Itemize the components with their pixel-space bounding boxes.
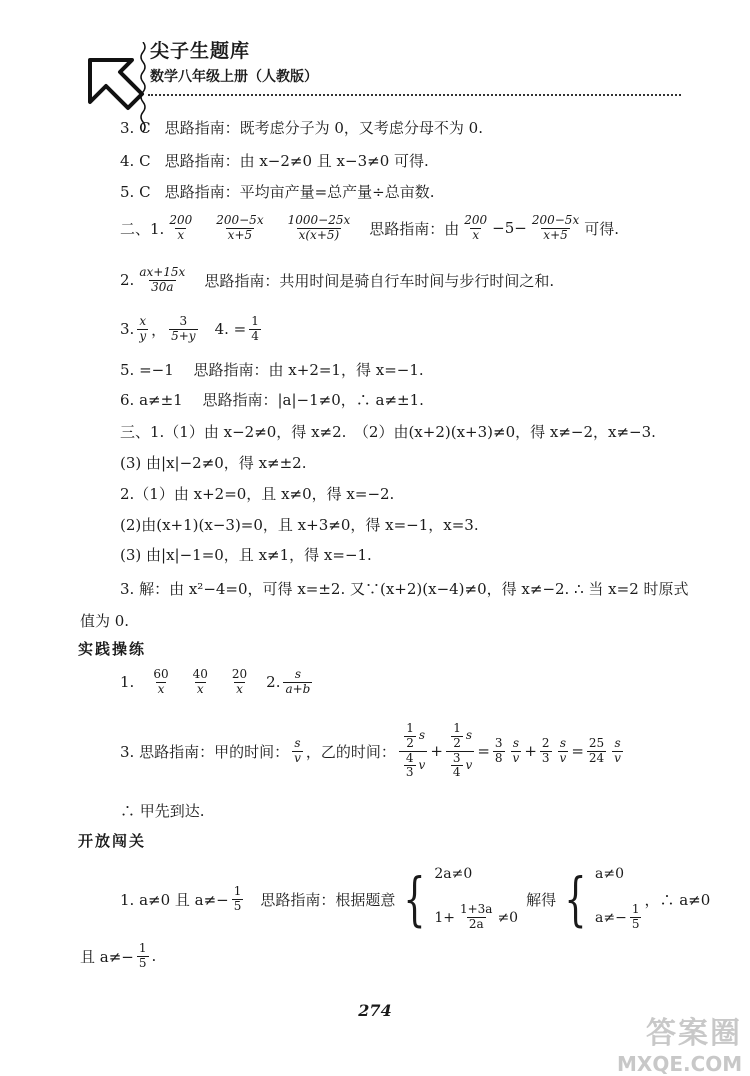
fraction: $\frac{200-5x}{x+5}$ bbox=[531, 213, 580, 242]
fraction: $\frac{1}{4}$ bbox=[251, 314, 259, 343]
fraction: $\frac{ax+15x}{30a}$ bbox=[139, 265, 186, 294]
answer-line bbox=[120, 181, 434, 202]
item-number: 4. = bbox=[214, 320, 247, 339]
answer-line: 值为 0. bbox=[80, 612, 130, 630]
answer-line: ∴ 甲先到达. bbox=[120, 802, 205, 820]
answer-line: 且 a≠− $\frac{1}{5}$ . bbox=[80, 941, 157, 970]
fraction: $\frac{x}{y}$ bbox=[139, 314, 147, 343]
answer-line: 5. =−1 思路指南：由 x+2=1，得 x=−1. bbox=[120, 361, 424, 379]
answer-line-fractions: 3. $\frac{x}{y}$ ， $\frac{3}{5+y}$ 4. = $\frac{1}{4}$ bbox=[120, 314, 259, 343]
answer-line: 3. 解：由 x²−4=0，可得 x=±2. 又∵(x+2)(x−4)≠0，得 x≠−2. ∴ 当 x=2 时原式 bbox=[120, 580, 689, 598]
hint-text: 思路指南：平均亩产量=总产量÷总亩数. bbox=[164, 183, 435, 201]
page-number: 274 bbox=[358, 1001, 392, 1020]
fraction: $\frac{200}{x}$ bbox=[464, 213, 488, 242]
fraction: $\frac{25}{24}$ bbox=[588, 735, 605, 765]
fraction: $\frac{200}{x}$ bbox=[169, 213, 193, 242]
answer-line: 三、1.（1）由 x−2≠0，得 x≠2. （2）由(x+2)(x+3)≠0，得 x≠−2，x≠−3. bbox=[120, 423, 656, 441]
hint-text: ，∴ a≠0 bbox=[644, 890, 711, 909]
hint-text: 解得 bbox=[526, 890, 557, 909]
answer-line bbox=[120, 150, 429, 171]
answer-line-system bbox=[120, 866, 710, 932]
compound-fraction: $\frac{1}{2}$ s $\frac{4}{3}$ v bbox=[399, 722, 427, 780]
operator: + bbox=[524, 742, 537, 761]
hint-text: 1. a≠0 且 a≠− bbox=[120, 890, 229, 909]
answer-line bbox=[120, 117, 483, 138]
answer-line: 2.（1）由 x+2=0，且 x≠0，得 x=−2. bbox=[120, 485, 395, 503]
hint-text: ，乙的时间： bbox=[305, 742, 396, 761]
fraction: $\frac{1000-25x}{x(x+5)}$ bbox=[287, 213, 351, 242]
brace-icon: { bbox=[564, 865, 587, 933]
hint-text: 3. 思路指南：甲的时间： bbox=[120, 742, 290, 761]
hint-text: 思路指南：既考虑分子为 0，又考虑分母不为 0. bbox=[164, 119, 483, 137]
fraction: $\frac{40}{x}$ bbox=[192, 667, 208, 696]
answer-line: (2)由(x+1)(x−3)=0，且 x+3≠0，得 x=−1，x=3. bbox=[120, 516, 479, 534]
item-number: 二、1. bbox=[120, 219, 165, 238]
hint-text: 思路指南：由 x−2≠0 且 x−3≠0 可得. bbox=[164, 152, 429, 170]
fraction: $\frac{2}{3}$ bbox=[541, 735, 550, 765]
operator: −5− bbox=[492, 219, 527, 238]
fraction: $\frac{s}{v}$ bbox=[512, 735, 520, 765]
operator: = bbox=[571, 742, 584, 761]
answer-line-compound-fractions bbox=[120, 722, 626, 780]
answer-line-fractions bbox=[120, 668, 315, 697]
fraction: $\frac{s}{v}$ bbox=[559, 735, 567, 765]
fraction: $\frac{s}{v}$ bbox=[614, 735, 621, 765]
fraction: $\frac{1}{5}$ bbox=[233, 883, 242, 913]
section-heading-open: 开放闯关 bbox=[78, 832, 147, 850]
item-number: 1. bbox=[120, 673, 135, 692]
fraction: $\frac{s}{v}$ bbox=[294, 735, 301, 765]
fraction: $\frac{1}{5}$ bbox=[138, 941, 147, 970]
hint-text: 思路指南：根据题意 bbox=[260, 890, 396, 909]
fraction: $\frac{3}{5+y}$ bbox=[171, 314, 196, 343]
item-number: 2. bbox=[120, 271, 135, 290]
watermark: 答案圈 MXQE.COM bbox=[617, 1016, 743, 1076]
item-number: 5. C bbox=[120, 182, 151, 201]
fraction: $\frac{3}{8}$ bbox=[494, 735, 503, 765]
solution-system: a≠0 a≠− $\frac{1}{5}$ bbox=[595, 866, 640, 932]
section-heading-practice: 实践操练 bbox=[78, 640, 147, 658]
answer-line-fractions bbox=[120, 214, 619, 243]
item-number: 3. bbox=[120, 320, 135, 339]
equation-system: 2a≠0 1+ $\frac{1+3a}{2a}$ ≠0 bbox=[434, 866, 519, 932]
item-number: 4. C bbox=[120, 151, 151, 170]
answer-line-fractions bbox=[120, 266, 554, 295]
series-title: 尖子生题库 bbox=[150, 40, 251, 62]
answer-line: (3) 由|x|−2≠0，得 x≠±2. bbox=[120, 454, 307, 472]
compound-fraction: $\frac{1}{2}$ s $\frac{3}{4}$ v bbox=[446, 722, 474, 780]
fraction: $\frac{200-5x}{x+5}$ bbox=[216, 213, 264, 242]
answer-line: (3) 由|x|−1=0，且 x≠1，得 x=−1. bbox=[120, 546, 372, 564]
operator: = bbox=[477, 742, 490, 761]
fraction: $\frac{60}{x}$ bbox=[153, 667, 169, 696]
fraction: $\frac{20}{x}$ bbox=[231, 667, 248, 696]
hint-text: 可得. bbox=[584, 219, 619, 238]
hint-text: 思路指南：共用时间是骑自行车时间与步行时间之和. bbox=[204, 271, 555, 290]
brace-icon: { bbox=[403, 865, 426, 933]
hint-text: 思路指南：由 bbox=[369, 219, 460, 238]
answer-line: 6. a≠±1 思路指南：|a|−1≠0，∴ a≠±1. bbox=[120, 391, 424, 409]
item-number: 3. C bbox=[120, 118, 151, 137]
operator: + bbox=[430, 742, 443, 761]
item-number: 2. bbox=[266, 673, 281, 692]
book-subtitle: 数学八年级上册（人教版） bbox=[150, 69, 318, 85]
fraction: $\frac{s}{a+b}$ bbox=[285, 667, 311, 696]
